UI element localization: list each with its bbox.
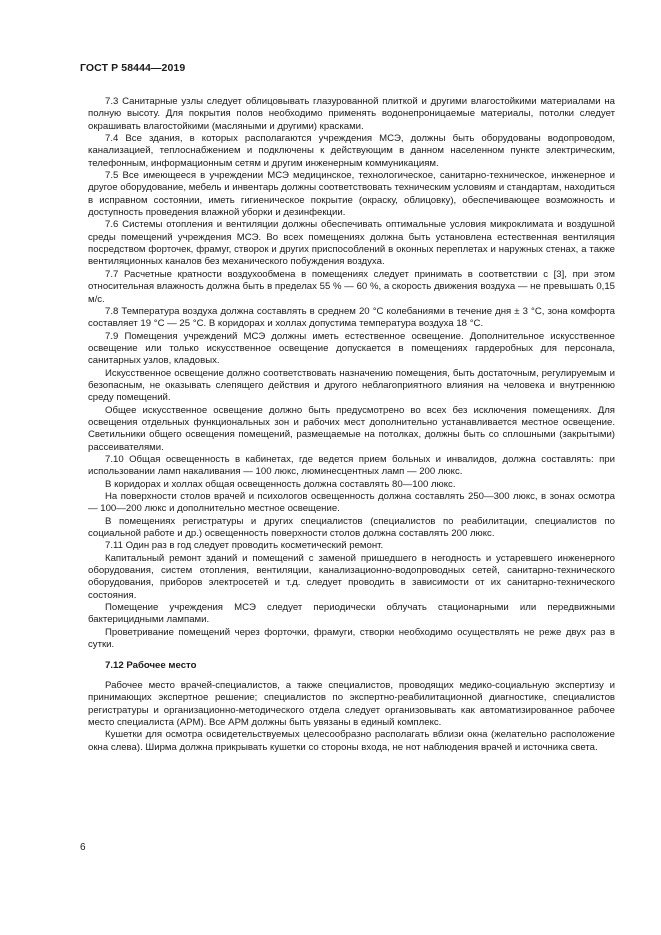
paragraph-couches: Кушетки для осмотра освидетельствуемых целесообразно располагать вблизи окна (желательно расположение окна слева). Ширма должна прикрывать кушетки со стороны входа, не нот наблюдения врачей и источника света. xyxy=(88,729,615,753)
document-header: ГОСТ Р 58444—2019 xyxy=(80,62,186,74)
paragraph-capital-repair: Капитальный ремонт зданий и помещений с заменой пришедшего в негодность и устаревшего инженерного оборудования, систем отопления, вентиляции, канализационно-водопроводных сетей, санитарно-технического оборудования, приборов электросетей и т.д. следует проводить в зависимости от их санитарно-технического состояния. xyxy=(88,552,615,601)
paragraph-7-8: 7.8 Температура воздуха должна составлять в среднем 20 °С колебаниями в течение дня ± 3 °С, зона комфорта составляет 19 °С — 25 °С. В коридорах и холлах допустима температура воздуха 18 °С. xyxy=(88,305,615,330)
paragraph-desk-lighting: На поверхности столов врачей и психологов освещенность должна составлять 250—300 люкс, в зонах осмотра — 100—200 люкс и дополнительно местное освещение. xyxy=(88,491,615,515)
paragraph-7-11: 7.11 Один раз в год следует проводить косметический ремонт. xyxy=(105,540,384,552)
paragraph-7-4: 7.4 Все здания, в которых располагаются учреждения МСЭ, должны быть оборудованы водопроводом, канализацией, теплоснабжением и подключены к действующим в данном населенном пункте электрическим, телефонным, информационным сетям и другим инженерным коммуникациям. xyxy=(88,133,615,169)
document-body xyxy=(88,96,615,754)
paragraph-workplace: Рабочее место врачей-специалистов, а также специалистов, проводящих медико-социальную экспертизу и принимающих экспертное решение; специалистов по экспертно-реабилитационной диагностике, специалистов регистратуры и организационно-методического отдела следует организовывать как автоматизированное рабочее место специалиста (АРМ). Все АРМ должны быть увязаны в единый комплекс. xyxy=(88,679,615,728)
paragraph-7-6: 7.6 Системы отопления и вентиляции должны обеспечивать оптимальные условия микроклимата и воздушной среды помещений учреждения МСЭ. Во всех помещениях должна быть установлена естественная вентиляция посредством форточек, фрамуг, створок и других приспособлений в оконных переплетах и наружных стенах, а также вентиляционных каналов без механического побуждения воздуха. xyxy=(88,219,615,268)
paragraph-general-lighting: Общее искусственное освещение должно быть предусмотрено во всех без исключения помещениях. Для освещения отдельных функциональных зон и рабочих мест дополнительно устанавливается местное освещение. Светильники общего освещения помещений, размещаемые на потолках, должны быть со сплошными (закрытыми) рассеивателями. xyxy=(88,404,615,453)
paragraph-corridor-lighting: В коридорах и холлах общая освещенность должна составлять 80—100 люкс. xyxy=(105,478,456,490)
paragraph-7-10: 7.10 Общая освещенность в кабинетах, где ведется прием больных и инвалидов, должна составлять: при использовании ламп накаливания — 100 люкс, люминесцентных ламп — 200 люкс. xyxy=(88,453,615,478)
paragraph-ventilation: Проветривание помещений через форточки, фрамуги, створки необходимо осуществлять не реже двух раз в сутки. xyxy=(88,626,615,651)
paragraph-7-5: 7.5 Все имеющееся в учреждении МСЭ медицинское, технологическое, санитарно-техническое, инженерное и другое оборудование, мебель и инвентарь должны соответствовать техническим условиям и стандартам, находиться в исправном состоянии, иметь гигиеническое покрытие (окраску, облицовку), обеспечивающее возможность и доступность проведения влажной уборки и дезинфекции. xyxy=(88,170,615,219)
paragraph-7-7: 7.7 Расчетные кратности воздухообмена в помещениях следует принимать в соответствии с [3], при этом относительная влажность должна быть в пределах 55 % — 60 %, а скорость движения воздуха — не превышать 0,15 м/с. xyxy=(88,268,615,305)
paragraph-registry-lighting: В помещениях регистратуры и других специалистов (специалистов по реабилитации, специалистов по социальной работе и др.) освещенность поверхности столов должна составлять 200 люкс. xyxy=(88,515,615,540)
paragraph-7-3: 7.3 Санитарные узлы следует облицовывать глазурованной плиткой и другими влагостойкими материалами на полную высоту. Для покрытия полов необходимо применять водонепроницаемые материалы, потолки следует окрашивать влагостойкими (масляными и другими) красками. xyxy=(88,96,615,132)
page-number: 6 xyxy=(80,842,86,853)
paragraph-artificial-lighting: Искусственное освещение должно соответствовать назначению помещения, быть достаточным, регулируемым и безопасным, не оказывать слепящего действия и другого неблагоприятного влияния на человека и внутреннюю среду помещений. xyxy=(88,367,615,404)
paragraph-7-9: 7.9 Помещения учреждений МСЭ должны иметь естественное освещение. Дополнительное искусственное освещение или только искусственное освещение допускается в помещениях гардеробных для персонала, санитарных узлов, кладовых. xyxy=(88,330,615,367)
paragraph-irradiation: Помещение учреждения МСЭ следует периодически облучать стационарными или передвижными бактерицидными лампами. xyxy=(88,602,615,626)
section-heading-7-12: 7.12 Рабочее место xyxy=(105,660,197,672)
